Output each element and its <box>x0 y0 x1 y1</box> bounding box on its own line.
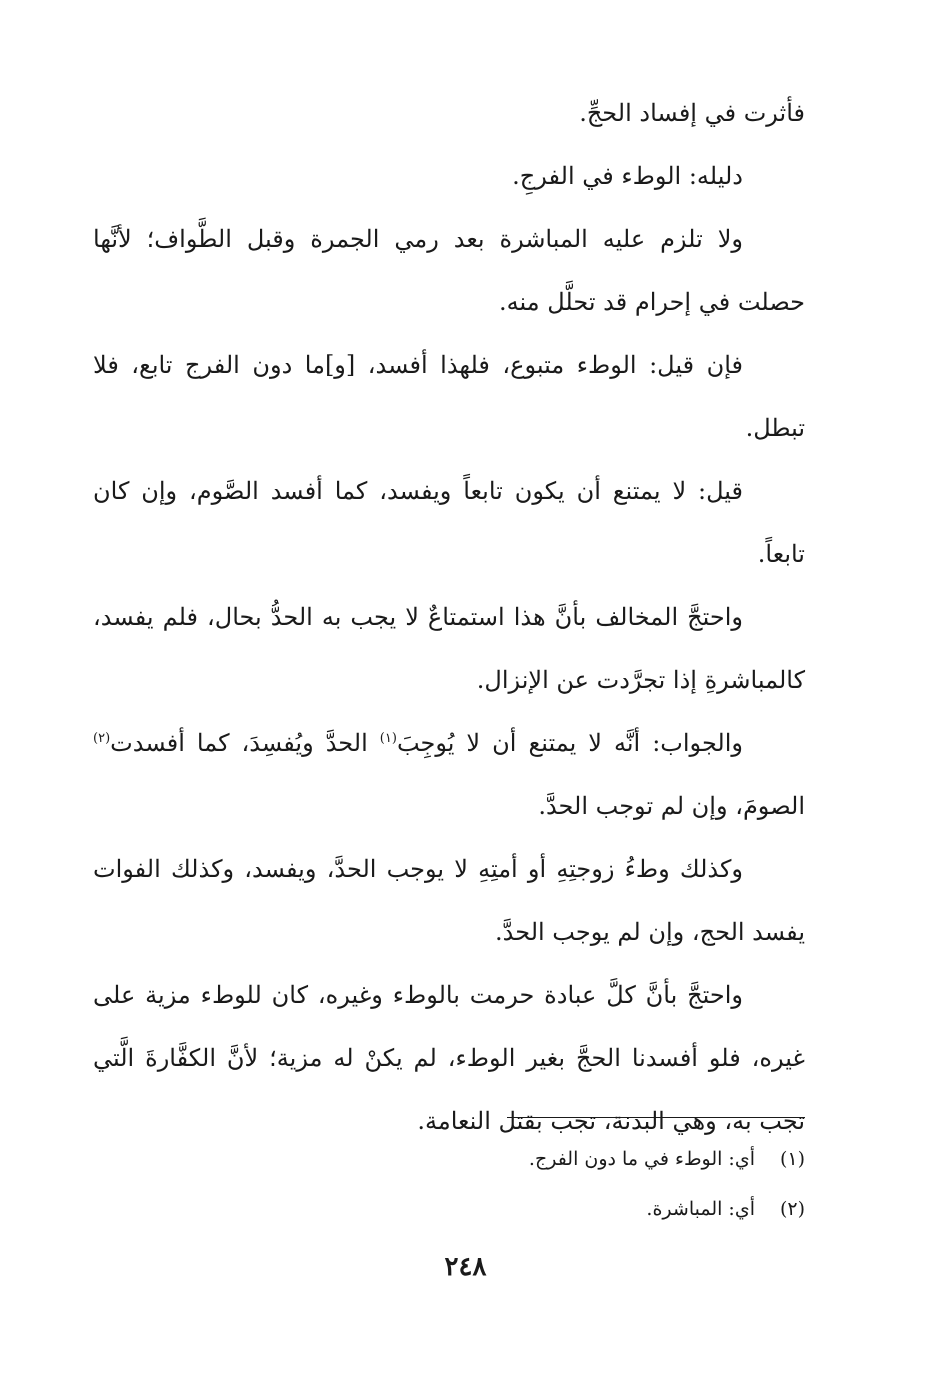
paragraph-7-part-1: والجواب: أنَّه لا يمتنع أن لا يُوجِبَ <box>396 729 744 757</box>
paragraph-8: وكذلك وطءُ زوجتِهِ أو أمتِهِ لا يوجب الحدَّ، ويفسد، وكذلك الفوات يفسد الحج، وإن لم يوجب الحدَّ. <box>93 855 805 946</box>
footnote-1-text: أي: الوطء في ما دون الفرج. <box>528 1148 755 1170</box>
paragraph-5: قيل: لا يمتنع أن يكون تابعاً ويفسد، كما أفسد الصَّوم، وإن كان تابعاً. <box>93 477 805 568</box>
paragraph-1: فأثرت في إفساد الحجِّ. <box>579 99 805 127</box>
paragraph-7 <box>93 712 805 838</box>
footnote-ref-2: (٢) <box>93 731 111 746</box>
footnote-2-text: أي: المباشرة. <box>646 1198 755 1220</box>
paragraph-3: ولا تلزم عليه المباشرة بعد رمي الجمرة وقبل الطَّواف؛ لأنَّها حصلت في إحرام قد تحلَّل منه. <box>93 225 805 316</box>
footnote-ref-1: (١) <box>379 731 397 746</box>
paragraph-2: دليله: الوطء في الفرجِ. <box>512 162 743 190</box>
footnote-2 <box>93 1184 805 1234</box>
paragraph-7-part-3: الصومَ، وإن لم توجب الحدَّ. <box>538 792 805 820</box>
paragraph-6: واحتجَّ المخالف بأنَّ هذا استمتاعٌ لا يجب به الحدُّ بحال، فلم يفسد، كالمباشرةِ إذا تجرَّدت عن الإنزال. <box>93 603 805 694</box>
footnote-divider <box>507 1117 805 1118</box>
footnote-1 <box>93 1134 805 1184</box>
footnote-1-number: (١) <box>779 1148 805 1170</box>
paragraph-7-part-2: الحدَّ ويُفسِدَ، كما أفسدت <box>110 729 380 757</box>
paragraph-9: واحتجَّ بأنَّ كلَّ عبادة حرمت بالوطء وغيره، كان للوطء مزية على غيره، فلو أفسدنا الحجَّ بغير الوطء، لم يكنْ له مزية؛ لأنَّ الكفَّارةَ الَّتي تجب به، وهي البدنة، تجب بقتل النعامة. <box>93 981 805 1135</box>
page-number: ٢٤٨ <box>444 1252 487 1282</box>
footnote-2-number: (٢) <box>779 1198 805 1220</box>
footnotes <box>93 1134 805 1234</box>
main-text <box>93 82 805 1153</box>
paragraph-4: فإن قيل: الوطء متبوع، فلهذا أفسد، [و]ما دون الفرج تابع، فلا تبطل. <box>93 351 805 442</box>
